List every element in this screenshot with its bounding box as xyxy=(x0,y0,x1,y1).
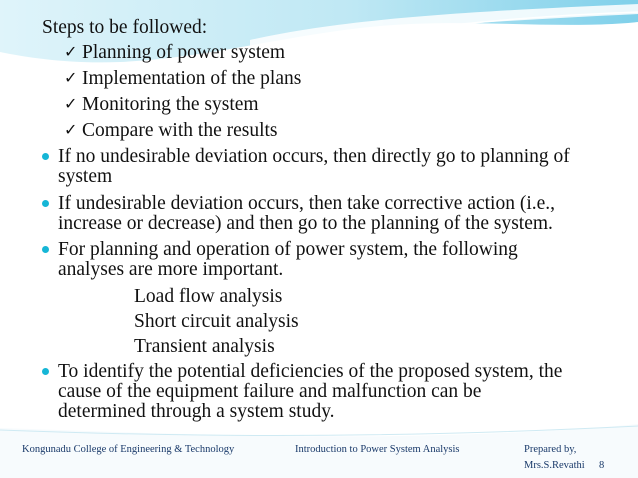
bullet-text-line: To identify the potential deficiencies of the proposed system, the xyxy=(58,361,563,382)
bullet-text-line: system xyxy=(58,166,113,187)
bullet-text-line: determined through a system study. xyxy=(58,401,335,422)
round-bullet-icon xyxy=(42,368,49,375)
footer-course: Introduction to Power System Analysis xyxy=(295,444,460,455)
step-item: Compare with the results xyxy=(82,120,278,141)
checkmark-icon: ✓ xyxy=(64,96,78,113)
analysis-item: Load flow analysis xyxy=(134,286,283,307)
steps-heading: Steps to be followed: xyxy=(42,17,208,38)
bullet-text-line: If no undesirable deviation occurs, then directly go to planning of xyxy=(58,146,570,167)
analysis-item: Short circuit analysis xyxy=(134,311,299,332)
analysis-item: Transient analysis xyxy=(134,336,275,357)
bullet-text-line: For planning and operation of power system, the following xyxy=(58,239,518,260)
step-item: Implementation of the plans xyxy=(82,68,302,89)
bullet-text-line: increase or decrease) and then go to the planning of the system. xyxy=(58,213,553,234)
step-item: Planning of power system xyxy=(82,42,286,63)
checkmark-icon: ✓ xyxy=(64,44,78,61)
checkmark-icon: ✓ xyxy=(64,122,78,139)
bullet-text-line: cause of the equipment failure and malfunction can be xyxy=(58,381,482,402)
footer-prepared-label: Prepared by, xyxy=(524,444,577,455)
step-item: Monitoring the system xyxy=(82,94,259,115)
round-bullet-icon xyxy=(42,153,49,160)
checkmark-icon: ✓ xyxy=(64,70,78,87)
round-bullet-icon xyxy=(42,200,49,207)
bullet-text-line: analyses are more important. xyxy=(58,259,284,280)
footer-author: Mrs.S.Revathi xyxy=(524,460,585,471)
footer-college: Kongunadu College of Engineering & Technology xyxy=(22,444,235,455)
page-number: 8 xyxy=(599,460,605,471)
round-bullet-icon xyxy=(42,246,49,253)
bullet-text-line: If undesirable deviation occurs, then take corrective action (i.e., xyxy=(58,193,556,214)
